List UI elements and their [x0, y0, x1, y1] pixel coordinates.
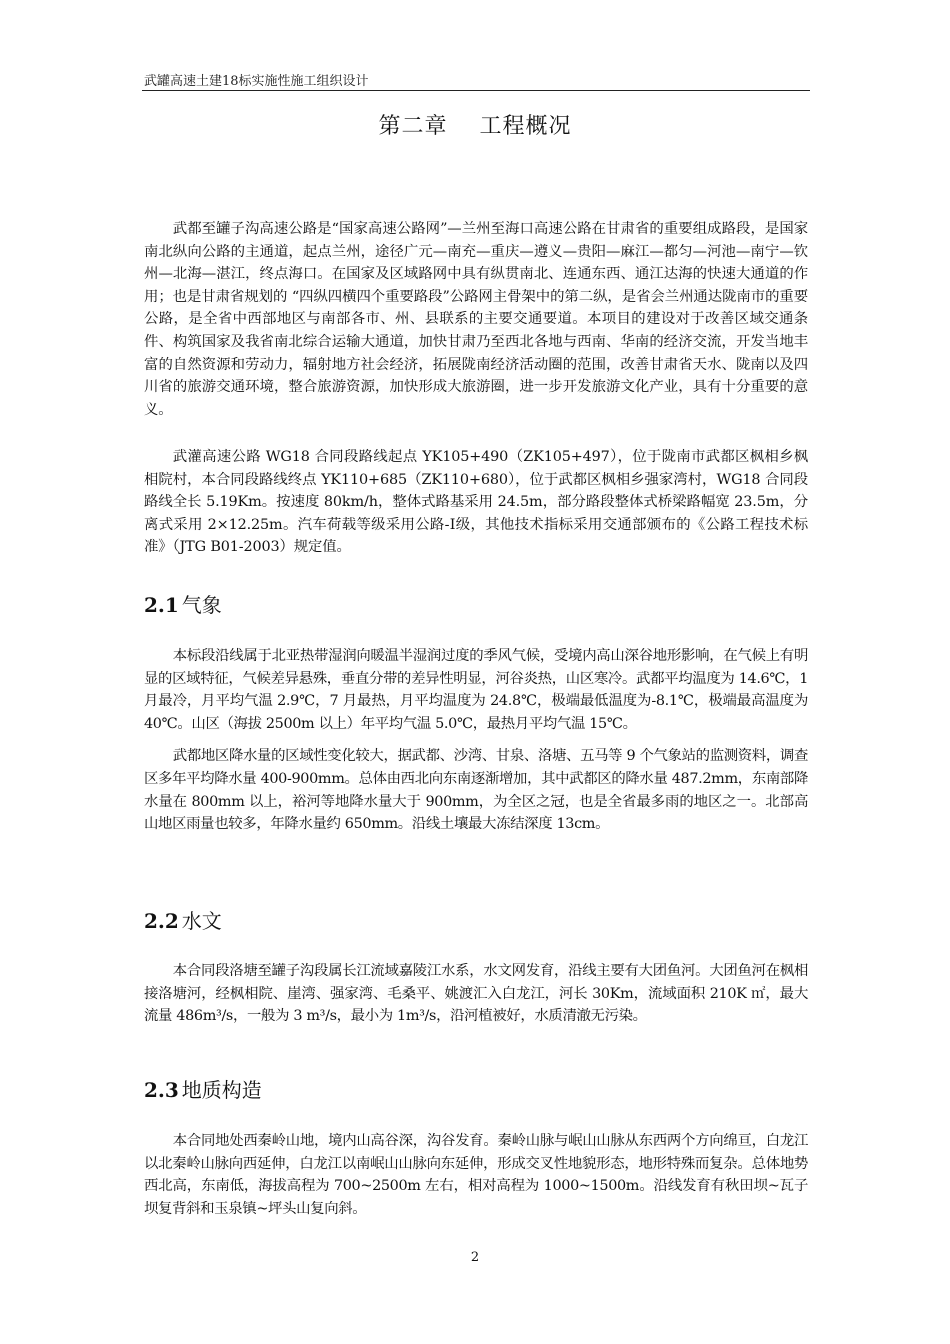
section-paragraph: 本合同地处西秦岭山地，境内山高谷深，沟谷发育。秦岭山脉与岷山山脉从东西两个方向绵亘，白龙江以北秦岭山脉向西延伸，白龙江以南岷山山脉向东延伸，形成交叉性地貌形态，地形特殊而复杂。总体地势西北高，东南低，海拔高程为 700~2500m 左右，相对高程为 1000~1500m。沿线发育有秋田坝~瓦子坝复背斜和玉泉镇~坪头山复向斜。: [144, 1133, 808, 1217]
section-paragraph: 武都地区降水量的区域性变化较大，据武都、沙湾、甘泉、洛塘、五马等 9 个气象站的监测资料，调查区多年平均降水量 400-900mm。总体由西北向东南逐渐增加，其中武都区的降水量 487.2mm，东南部降水量在 800mm 以上，裕河等地降水量大于 900mm，为全区之冠，也是全省最多雨的地区之一。北部高山地区雨量也较多，年降水量约 650mm。沿线土壤最大冻结深度 13cm。: [144, 748, 808, 833]
section-2-3-body: [144, 1130, 808, 1220]
chapter-title: 第二章 工程概况: [378, 114, 572, 139]
intro-paragraph-1: 武都至罐子沟高速公路是“国家高速公路网”—兰州至海口高速公路在甘肃省的重要组成路段，是国家南北纵向公路的主通道，起点兰州，途径广元—南充—重庆—遵义—贵阳—麻江—都匀—河池—南宁—钦州—北海—湛江，终点海口。在国家及区域路网中具有纵贯南北、连通东西、通江达海的快速大通道的作用；也是甘肃省规划的 “四纵四横四个重要路段”公路网主骨架中的第二纵，是省会兰州通达陇南市的重要公路，是全省中西部地区与南部各市、州、县联系的主要交通要道。本项目的建设对于改善区域交通条件、构筑国家及我省南北综合运输大通道，加快甘肃乃至西北各地与西南、华南的经济交流，开发当地丰富的自然资源和劳动力，辐射地方社会经济，拓展陇南经济活动圈的范围，改善甘肃省天水、陇南以及四川省的旅游交通环境，整合旅游资源，加快形成大旅游圈，进一步开发旅游文化产业，具有十分重要的意义。: [144, 221, 808, 418]
intro-block: [144, 218, 808, 559]
section-title-text: 水文: [181, 909, 222, 933]
section-paragraph: 本标段沿线属于北亚热带湿润向暖温半湿润过度的季风气候，受境内高山深谷地形影响，在气候上有明显的区域特征，气候差异悬殊，垂直分带的差异性明显，河谷炎热，山区寒冷。武都平均温度为 14.6℃，1 月最冷，月平均气温 2.9℃，7 月最热，月平均温度为 24.8℃，极端最低温度为-8.1℃，极端最高温度为 40℃。山区（海拔 2500m 以上）年平均气温 5.0℃，最热月平均气温 15℃。: [144, 648, 808, 732]
section-title-text: 地质构造: [181, 1078, 262, 1102]
section-title-text: 气象: [181, 593, 222, 617]
section-2-1-body: [144, 645, 808, 836]
section-number: 2.3: [144, 1078, 179, 1102]
section-heading-2-1: [144, 592, 222, 618]
section-heading-2-3: [144, 1077, 262, 1103]
section-2-2-body: [144, 960, 808, 1028]
section-number: 2.2: [144, 909, 179, 933]
section-paragraph: 本合同段洛塘至罐子沟段属长江流域嘉陵江水系，水文网发育，沿线主要有大团鱼河。大团鱼河在枫相接洛塘河，经枫相院、崖湾、强家湾、毛桑平、姚渡汇入白龙江，河长 30Km，流域面积 210K ㎡，最大流量 486m³/s，一般为 3 m³/s，最小为 1m³/s，沿河植被好，水质清澈无污染。: [144, 963, 808, 1025]
section-number: 2.1: [144, 593, 179, 617]
page-number: 2: [470, 1250, 480, 1265]
intro-paragraph-2: 武灌高速公路 WG18 合同段路线起点 YK105+490（ZK105+497），位于陇南市武都区枫相乡枫相院村，本合同段路线终点 YK110+685（ZK110+680），位于武都区枫相乡强家湾村，WG18 合同段路线全长 5.19Km。按速度 80km/h，整体式路基采用 24.5m，部分路段整体式桥梁路幅宽 23.5m，分离式采用 2×12.25m。汽车荷载等级采用公路-Ⅰ级，其他技术指标采用交通部颁布的《公路工程技术标准》（JTG B01-2003）规定值。: [144, 449, 808, 556]
header-divider: [142, 90, 810, 91]
section-heading-2-2: [144, 908, 222, 934]
running-header: 武罐高速土建18标实施性施工组织设计: [144, 74, 369, 89]
